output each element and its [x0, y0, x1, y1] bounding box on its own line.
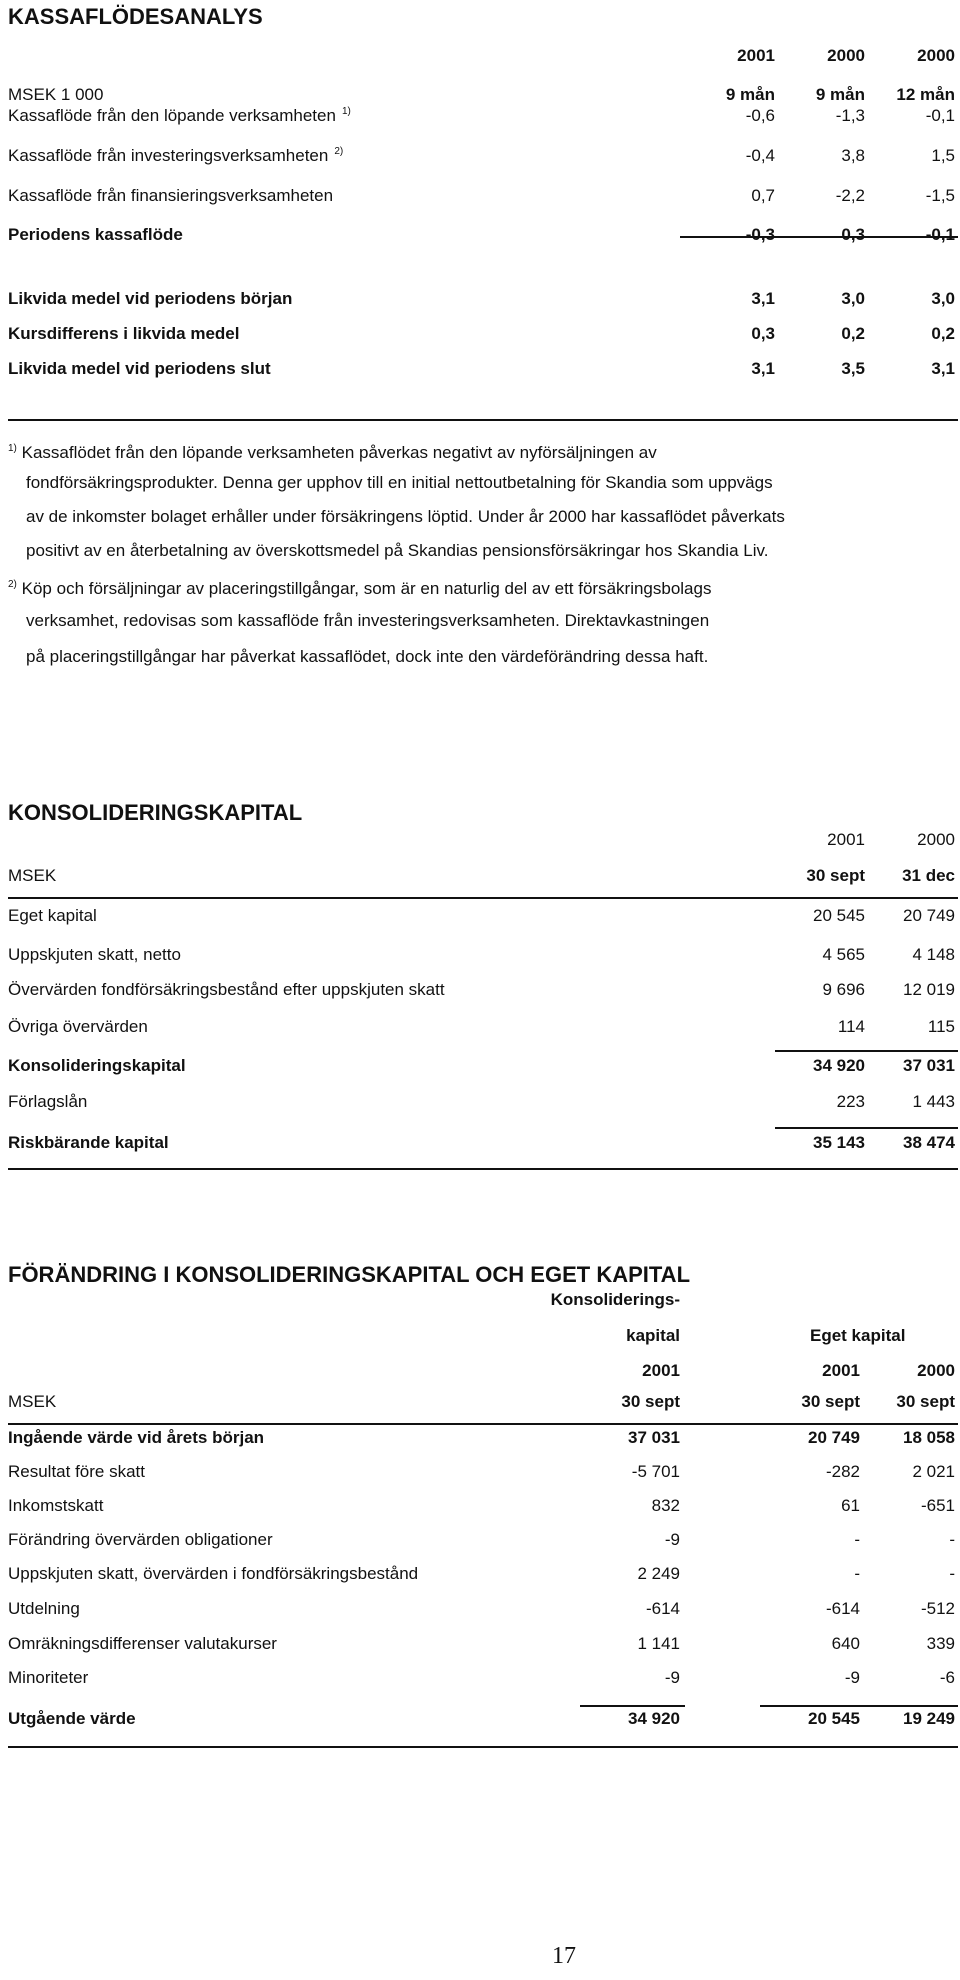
footnote-1-marker: 1) — [8, 443, 17, 454]
cashflow-row-value: -0,4 — [745, 146, 775, 165]
cashflow-row-label-text: Kassaflöde från finansieringsverksamheten — [8, 186, 334, 205]
cashflow-row-value: -0,1 — [925, 225, 955, 244]
change-row-label: Utdelning — [8, 1599, 80, 1618]
change-row-value: 1 141 — [637, 1634, 680, 1653]
consolidation-title: KONSOLIDERINGSKAPITAL — [8, 800, 303, 825]
change-row-value: 18 058 — [903, 1428, 955, 1447]
change-bottom-rule — [8, 1746, 958, 1748]
cashflow-row-value: 0,2 — [931, 324, 955, 343]
cashflow-row-note: 2) — [334, 146, 344, 157]
change-date-3: 30 sept — [896, 1392, 955, 1411]
change-row-value: - — [854, 1564, 860, 1583]
cashflow-row-label — [8, 289, 292, 309]
cashflow-row-value: 0,3 — [841, 225, 865, 244]
consolidation-row-value: 34 920 — [813, 1056, 865, 1075]
footnote-1-line: av de inkomster bolaget erhåller under försäkringens löptid. Under år 2000 har kassaflödet påverkats — [26, 507, 785, 526]
consolidation-header-rule — [8, 897, 958, 899]
cashflow-year-2: 2000 — [827, 46, 865, 65]
change-year-2: 2001 — [822, 1361, 860, 1380]
change-row-value: 61 — [841, 1496, 860, 1515]
change-row-value: 339 — [926, 1634, 955, 1653]
footnote-2-line: verksamhet, redovisas som kassaflöde från investeringsverksamheten. Direktavkastningen — [26, 611, 710, 630]
cashflow-row-value: -0,6 — [745, 106, 775, 125]
consolidation-row-label: Uppskjuten skatt, netto — [8, 945, 181, 964]
change-row-label: Inkomstskatt — [8, 1496, 104, 1515]
consolidation-row-value: 4 565 — [822, 945, 865, 964]
cashflow-row-value: 3,1 — [751, 289, 775, 308]
change-row-value: -512 — [920, 1599, 955, 1618]
consolidation-row-value: 37 031 — [903, 1056, 955, 1075]
consolidation-row-value: 9 696 — [822, 980, 865, 999]
change-row-value: -9 — [664, 1668, 680, 1687]
cashflow-row-label-text: Likvida medel vid periodens slut — [8, 359, 271, 378]
cashflow-row-value: 3,1 — [931, 359, 955, 378]
change-total-rule-1 — [580, 1705, 685, 1707]
consolidation-row-label: Eget kapital — [8, 906, 97, 925]
footnote-2-marker: 2) — [8, 579, 17, 590]
cashflow-row-value: 0,2 — [841, 324, 865, 343]
change-row-label: Resultat före skatt — [8, 1462, 146, 1481]
cashflow-title: KASSAFLÖDESANALYS — [8, 4, 263, 29]
consolidation-bottom-rule — [8, 1168, 958, 1170]
change-group1-line2: kapital — [626, 1326, 680, 1345]
change-row-value: -9 — [844, 1668, 860, 1687]
consolidation-row-label: Förlagslån — [8, 1092, 88, 1111]
change-row-label: Minoriteter — [8, 1668, 89, 1687]
change-row-value: 832 — [651, 1496, 680, 1515]
consolidation-row-value: 115 — [927, 1017, 955, 1036]
footnote-1-line: Kassaflödet från den löpande verksamheten påverkas negativt av nyförsäljningen av — [21, 443, 657, 462]
cashflow-row-value: -0,1 — [925, 106, 955, 125]
cashflow-row-value: 3,0 — [931, 289, 955, 308]
consolidation-row-label: Konsolideringskapital — [8, 1056, 186, 1075]
footnote-1-line: positivt av en återbetalning av överskottsmedel på Skandias pensionsförsäkringar hos Skandia Liv. — [26, 541, 769, 560]
consolidation-row-label: Övervärden fondförsäkringsbestånd efter uppskjuten skatt — [8, 980, 445, 999]
cashflow-row-label-text: Kursdifferens i likvida medel — [8, 324, 240, 343]
cashflow-year-3: 2000 — [917, 46, 955, 65]
cashflow-row-label — [8, 324, 239, 344]
consolidation-row-value: 4 148 — [912, 945, 955, 964]
consolidation-row-value: 1 443 — [912, 1092, 955, 1111]
cashflow-period-2: 9 mån — [815, 85, 865, 104]
change-group1-line1: Konsoliderings- — [550, 1290, 680, 1309]
page-number: 17 — [552, 1943, 576, 1969]
consolidation-row-label: Övriga övervärden — [8, 1017, 148, 1036]
change-row-value: 37 031 — [628, 1428, 680, 1447]
cashflow-subtotal-rule — [680, 236, 958, 238]
change-row-value: -651 — [920, 1496, 955, 1515]
cashflow-year-1: 2001 — [737, 46, 775, 65]
change-row-value: -282 — [825, 1462, 860, 1481]
cashflow-row-value: 3,1 — [751, 359, 775, 378]
change-row-label: Utgående värde — [8, 1709, 136, 1728]
cashflow-period-1: 9 mån — [725, 85, 775, 104]
consolidation-row-value: 35 143 — [813, 1133, 865, 1152]
change-row-value: - — [949, 1564, 955, 1583]
change-row-value: -9 — [664, 1530, 680, 1549]
change-header-rule — [8, 1423, 958, 1425]
cashflow-row-label — [8, 359, 271, 379]
change-date-2: 30 sept — [801, 1392, 860, 1411]
cashflow-row-value: -1,3 — [835, 106, 865, 125]
consolidation-date-1: 30 sept — [806, 866, 865, 885]
consolidation-row-value: 20 545 — [813, 906, 865, 925]
footnote-2-line: på placeringstillgångar har påverkat kassaflödet, dock inte den värdeförändring dessa haft. — [26, 647, 709, 666]
cashflow-row-value: -1,5 — [925, 186, 955, 205]
cashflow-row-label-text: Kassaflöde från den löpande verksamheten — [8, 106, 336, 125]
change-row-value: 2 249 — [637, 1564, 680, 1583]
cashflow-row-label-text: Kassaflöde från investeringsverksamheten — [8, 146, 329, 165]
consolidation-year-2: 2000 — [917, 830, 955, 849]
cashflow-row-label — [8, 106, 351, 126]
footnote-1-line: fondförsäkringsprodukter. Denna ger upphov till en initial nettoutbetalning för Skandia som uppvägs — [26, 473, 773, 492]
change-row-value: 640 — [831, 1634, 860, 1653]
cashflow-row-note: 1) — [341, 106, 351, 117]
cashflow-row-label-text: Periodens kassaflöde — [8, 225, 183, 244]
change-row-label: Ingående värde vid årets början — [8, 1428, 265, 1447]
cashflow-row-value: -0,3 — [745, 225, 775, 244]
consolidation-date-2: 31 dec — [902, 866, 955, 885]
cashflow-row-label-text: Likvida medel vid periodens början — [8, 289, 293, 308]
footnote-2 — [8, 568, 711, 606]
change-row-label: Omräkningsdifferenser valutakurser — [8, 1634, 277, 1653]
consolidation-year-1: 2001 — [827, 830, 865, 849]
cashflow-row-value: 0,7 — [751, 186, 775, 205]
cashflow-row-value: -2,2 — [835, 186, 865, 205]
change-year-3: 2000 — [917, 1361, 955, 1380]
consolidation-subtotal-rule — [775, 1050, 958, 1052]
change-row-value: 2 021 — [912, 1462, 955, 1481]
consolidation-row-value: 38 474 — [903, 1133, 955, 1152]
change-date-1: 30 sept — [621, 1392, 680, 1411]
cashflow-row-label — [8, 186, 333, 206]
change-year-1: 2001 — [642, 1361, 680, 1380]
change-row-value: -614 — [645, 1599, 680, 1618]
cashflow-row-label — [8, 146, 343, 166]
change-group2: Eget kapital — [810, 1326, 906, 1345]
consolidation-row-value: 114 — [837, 1017, 865, 1036]
cashflow-row-value: 3,8 — [841, 146, 865, 165]
cashflow-row-label — [8, 225, 183, 245]
change-unit: MSEK — [8, 1392, 57, 1411]
change-row-value: - — [949, 1530, 955, 1549]
change-row-value: -6 — [939, 1668, 955, 1687]
consolidation-total-rule — [775, 1127, 958, 1129]
change-total-rule-2 — [760, 1705, 958, 1707]
change-row-label: Uppskjuten skatt, övervärden i fondförsäkringsbestånd — [8, 1564, 419, 1583]
consolidation-row-value: 12 019 — [903, 980, 955, 999]
footnote-1 — [8, 432, 657, 470]
cashflow-bottom-rule — [8, 419, 958, 421]
change-row-value: - — [854, 1530, 860, 1549]
consolidation-row-value: 223 — [836, 1092, 865, 1111]
change-row-value: -5 701 — [631, 1462, 680, 1481]
change-row-value: -614 — [825, 1599, 860, 1618]
change-title: FÖRÄNDRING I KONSOLIDERINGSKAPITAL OCH EGET KAPITAL — [8, 1262, 691, 1287]
consolidation-unit: MSEK — [8, 866, 57, 885]
consolidation-row-label: Riskbärande kapital — [8, 1133, 169, 1152]
cashflow-row-value: 1,5 — [931, 146, 955, 165]
consolidation-row-value: 20 749 — [903, 906, 955, 925]
change-row-value: 20 749 — [808, 1428, 860, 1447]
change-row-value: 20 545 — [808, 1709, 860, 1728]
footnote-2-line: Köp och försäljningar av placeringstillgångar, som är en naturlig del av ett försäkringsbolags — [21, 579, 712, 598]
change-row-value: 19 249 — [903, 1709, 955, 1728]
cashflow-period-3: 12 mån — [896, 85, 955, 104]
change-row-value: 34 920 — [628, 1709, 680, 1728]
cashflow-unit: MSEK 1 000 — [8, 85, 104, 104]
change-row-label: Förändring övervärden obligationer — [8, 1530, 273, 1549]
cashflow-row-value: 0,3 — [751, 324, 775, 343]
cashflow-row-value: 3,5 — [841, 359, 865, 378]
cashflow-row-value: 3,0 — [841, 289, 865, 308]
